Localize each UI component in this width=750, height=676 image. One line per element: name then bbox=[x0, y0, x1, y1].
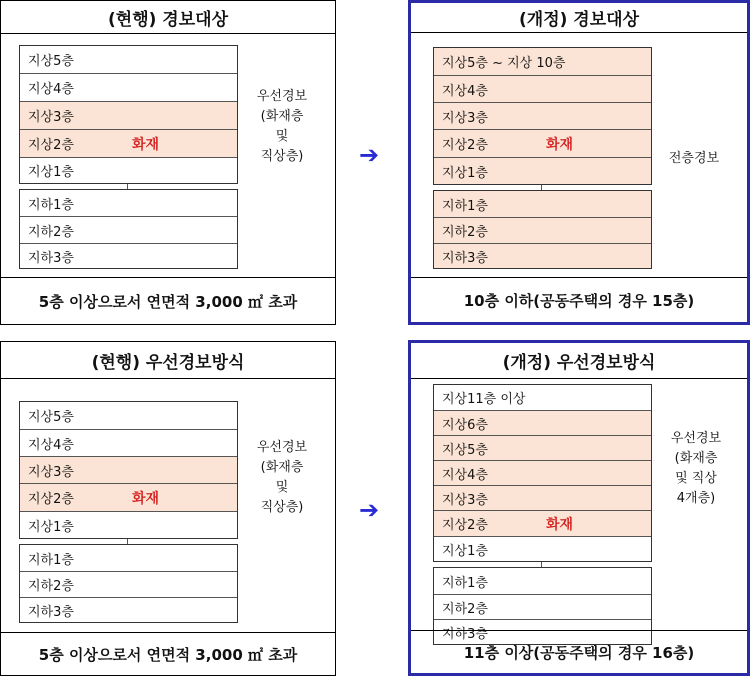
panel-footer: 11층 이상(공동주택의 경우 16층) bbox=[411, 630, 747, 673]
floor-above-4: 지상4층 bbox=[434, 460, 651, 485]
floor-below-2: 지하2층 bbox=[434, 217, 651, 243]
floor-above-1: 지상1층 bbox=[20, 511, 237, 538]
floor-above-2: 지상2층 화재 bbox=[434, 510, 651, 536]
floor-above-1: 지상1층 bbox=[434, 536, 651, 561]
floor-above-5-to-10: 지상5층 ~ 지상 10층 bbox=[434, 48, 651, 75]
floor-below-1: 지하1층 bbox=[28, 552, 74, 568]
floor-above-4: 지상4층 bbox=[20, 429, 237, 456]
panel-current-alarm-target bbox=[0, 0, 336, 325]
floor-below-3: 지하3층 bbox=[20, 597, 237, 622]
floor-above-5: 지상5층 bbox=[28, 54, 74, 69]
floor-below-3: 지하3층 bbox=[20, 243, 237, 268]
fire-label: 화재 bbox=[546, 516, 574, 533]
floor-above-3: 지상3층 bbox=[20, 101, 237, 129]
floor-above-3: 지상3층 bbox=[20, 456, 237, 483]
floor-below-2: 지하2층 bbox=[20, 571, 237, 597]
floor-above-2: 지상2층 화재 bbox=[20, 483, 237, 511]
floor-above-11-plus: 지상11층 이상 bbox=[442, 392, 526, 407]
floor-below-3: 지하3층 bbox=[434, 243, 651, 268]
above-ground-stack bbox=[19, 45, 238, 184]
floor-below-2: 지하2층 bbox=[20, 216, 237, 243]
fire-label: 화재 bbox=[132, 136, 160, 153]
floor-below-1: 지하1층 bbox=[442, 575, 488, 591]
floor-above-4: 지상4층 bbox=[20, 73, 237, 101]
below-ground-stack bbox=[19, 544, 238, 623]
above-ground-stack bbox=[433, 47, 652, 185]
panel-title: (개정) 경보대상 bbox=[411, 3, 747, 33]
panel-title: (현행) 경보대상 bbox=[1, 1, 335, 34]
floor-below-3: 지하3층 bbox=[434, 619, 651, 644]
panel-title: (현행) 우선경보방식 bbox=[1, 342, 335, 379]
floor-below-2: 지하2층 bbox=[434, 594, 651, 619]
fire-label: 화재 bbox=[546, 136, 574, 153]
below-ground-stack bbox=[433, 190, 652, 269]
arrow-right-icon: ➔ bbox=[359, 496, 380, 524]
floor-above-4: 지상4층 bbox=[434, 75, 651, 102]
arrow-right-icon: ➔ bbox=[359, 141, 380, 169]
floor-above-1: 지상1층 bbox=[20, 157, 237, 183]
alarm-note: 우선경보 (화재층 및 직상 4개층) bbox=[670, 431, 722, 506]
floor-below-1: 지하1층 bbox=[28, 197, 74, 213]
panel-footer: 5층 이상으로서 연면적 3,000 ㎡ 초과 bbox=[1, 632, 335, 675]
floor-above-2: 지상2층 화재 bbox=[20, 129, 237, 157]
panel-footer: 5층 이상으로서 연면적 3,000 ㎡ 초과 bbox=[1, 277, 335, 324]
panel-current-alarm-method bbox=[0, 341, 336, 676]
alarm-note: 우선경보 (화재층 및 직상층) bbox=[256, 440, 308, 515]
floor-above-3: 지상3층 bbox=[434, 485, 651, 510]
floor-above-5: 지상5층 bbox=[434, 435, 651, 460]
below-ground-stack bbox=[19, 189, 238, 269]
panel-footer: 10층 이하(공동주택의 경우 15층) bbox=[411, 277, 747, 322]
fire-label: 화재 bbox=[132, 490, 160, 507]
panel-revised-alarm-method bbox=[408, 340, 750, 676]
panel-revised-alarm-target bbox=[408, 0, 750, 325]
panel-title: (개정) 우선경보방식 bbox=[411, 343, 747, 379]
above-ground-stack bbox=[19, 401, 238, 539]
floor-above-2: 지상2층 화재 bbox=[434, 129, 651, 157]
floor-below-1: 지하1층 bbox=[434, 191, 651, 217]
floor-above-6: 지상6층 bbox=[434, 410, 651, 435]
alarm-note: 우선경보 (화재층 및 직상층) bbox=[256, 89, 308, 164]
above-ground-stack bbox=[433, 384, 652, 562]
alarm-note: 전층경보 bbox=[668, 151, 720, 166]
floor-above-5: 지상5층 bbox=[28, 410, 74, 425]
floor-above-3: 지상3층 bbox=[434, 102, 651, 129]
floor-above-1: 지상1층 bbox=[434, 157, 651, 184]
